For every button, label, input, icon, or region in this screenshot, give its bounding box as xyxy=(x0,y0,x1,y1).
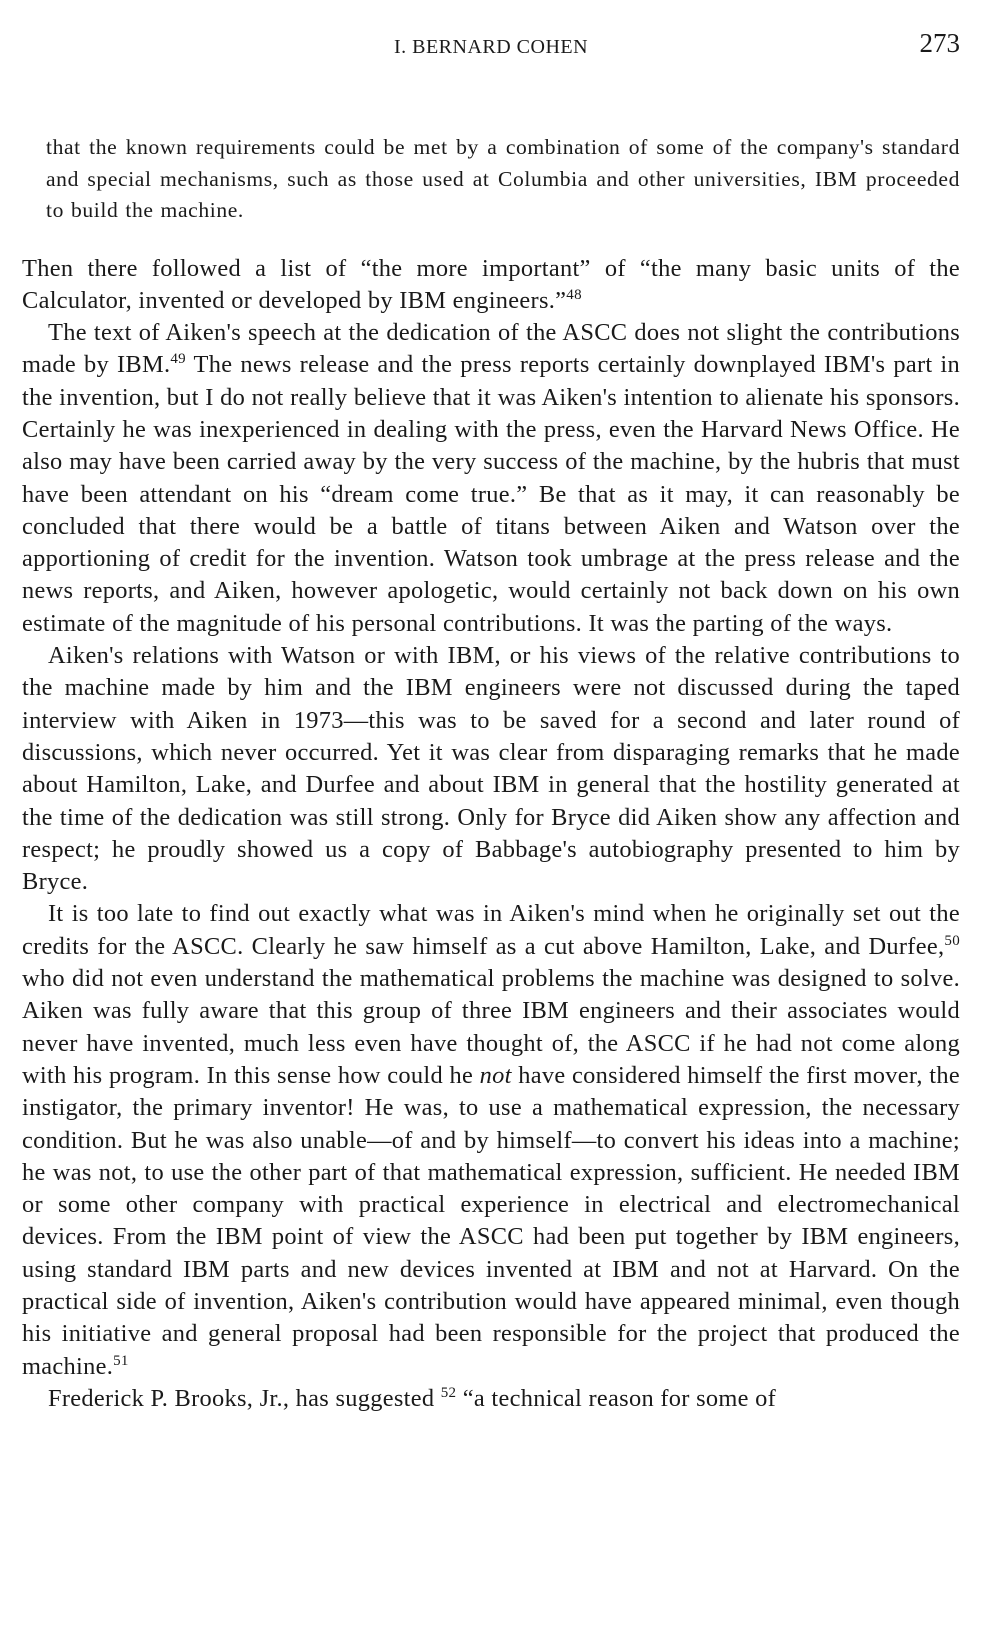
running-head xyxy=(22,28,960,68)
paragraph-4-text-c: have considered himself the first mover, the instigator, the primary inventor! He was, to use a mathematical expression, the necessary condition. But he was also unable—of and by himself—to convert his ideas into a machine; he was not, to use the other part of that mathematical expression, sufficient. He needed IBM or some other company with practical experience in electrical and electromechanical devices. From the IBM point of view the ASCC had been put together by IBM engineers, using standard IBM parts and new devices invented at IBM and not at Harvard. On the practical side of invention, Aiken's contribution would have appeared minimal, even though his initiative and general proposal had been responsible for the project that produced the machine. xyxy=(22,1061,960,1380)
paragraph-3: Aiken's relations with Watson or with IBM, or his views of the relative contributions to the machine made by him and the IBM engineers were not discussed during the taped interview with Aiken in 1973—this was to be saved for a second and later round of discussions, which never occurred. Yet it was clear from disparaging remarks that he made about Hamilton, Lake, and Durfee and about IBM in general that the hostility generated at the time of the dedication was still strong. Only for Bryce did Aiken show any affection and respect; he proudly showed us a copy of Babbage's autobiography presented to him by Bryce. xyxy=(22,642,960,896)
block-quote: that the known requirements could be met by a combination of some of the company's standard and special mechanisms, such as those used at Columbia and other universities, IBM proceeded to build the machine. xyxy=(46,135,960,222)
paragraph-1 xyxy=(22,253,960,318)
footnote-ref-50: 50 xyxy=(944,932,960,949)
footnote-ref-51: 51 xyxy=(113,1352,129,1369)
paragraph-2 xyxy=(22,317,960,640)
footnote-ref-52: 52 xyxy=(440,1384,457,1401)
paragraph-4-text-b: who did not even understand the mathematical problems the machine was designed to solve. Aiken was fully aware that this group of three IBM engineers and their associates would never have invented, much less even have thought of, the ASCC if he had not come along with his program. In this sense how could he xyxy=(22,965,960,1089)
page xyxy=(22,28,960,1415)
paragraph-1-text: Then there followed a list of “the more important” of “the many basic units of the Calculator, invented or developed by IBM engineers.” xyxy=(22,254,960,314)
paragraph-4-text-a: It is too late to find out exactly what was in Aiken's mind when he originally set out the credits for the ASCC. Clearly he saw himself as a cut above Hamilton, Lake, and Durfee, xyxy=(22,900,960,960)
paragraph-4 xyxy=(22,898,960,1382)
emphasis-not: not xyxy=(479,1061,512,1089)
paragraph-2-text-b: The news release and the press reports certainly downplayed IBM's part in the invention, but I do not really believe that it was Aiken's intention to alienate his sponsors. Certainly he was inexperienced in dealing with the press, even the Harvard News Office. He also may have been carried away by the very success of the machine, by the hubris that must have been attendant on his “dream come true.” Be that as it may, it can reasonably be concluded that there would be a battle of titans between Aiken and Watson over the apportioning of credit for the invention. Watson took umbrage at the press release and the news reports, and Aiken, however apologetic, would certainly not back down on his own estimate of the magnitude of his personal contributions. It was the parting of the ways. xyxy=(22,351,960,637)
footnote-ref-48: 48 xyxy=(566,286,582,303)
paragraph-2-text-a: The text of Aiken's speech at the dedication of the ASCC does not slight the contributions made by IBM. xyxy=(22,319,960,379)
paragraph-5-text-a: Frederick P. Brooks, Jr., has suggested xyxy=(48,1384,441,1412)
footnote-ref-49: 49 xyxy=(170,351,186,368)
running-title: I. BERNARD COHEN xyxy=(393,36,589,58)
page-number: 273 xyxy=(919,28,960,58)
paragraph-5-text-b: “a technical reason for some of xyxy=(456,1384,777,1412)
body-text xyxy=(22,253,960,1416)
paragraph-5 xyxy=(22,1383,960,1415)
